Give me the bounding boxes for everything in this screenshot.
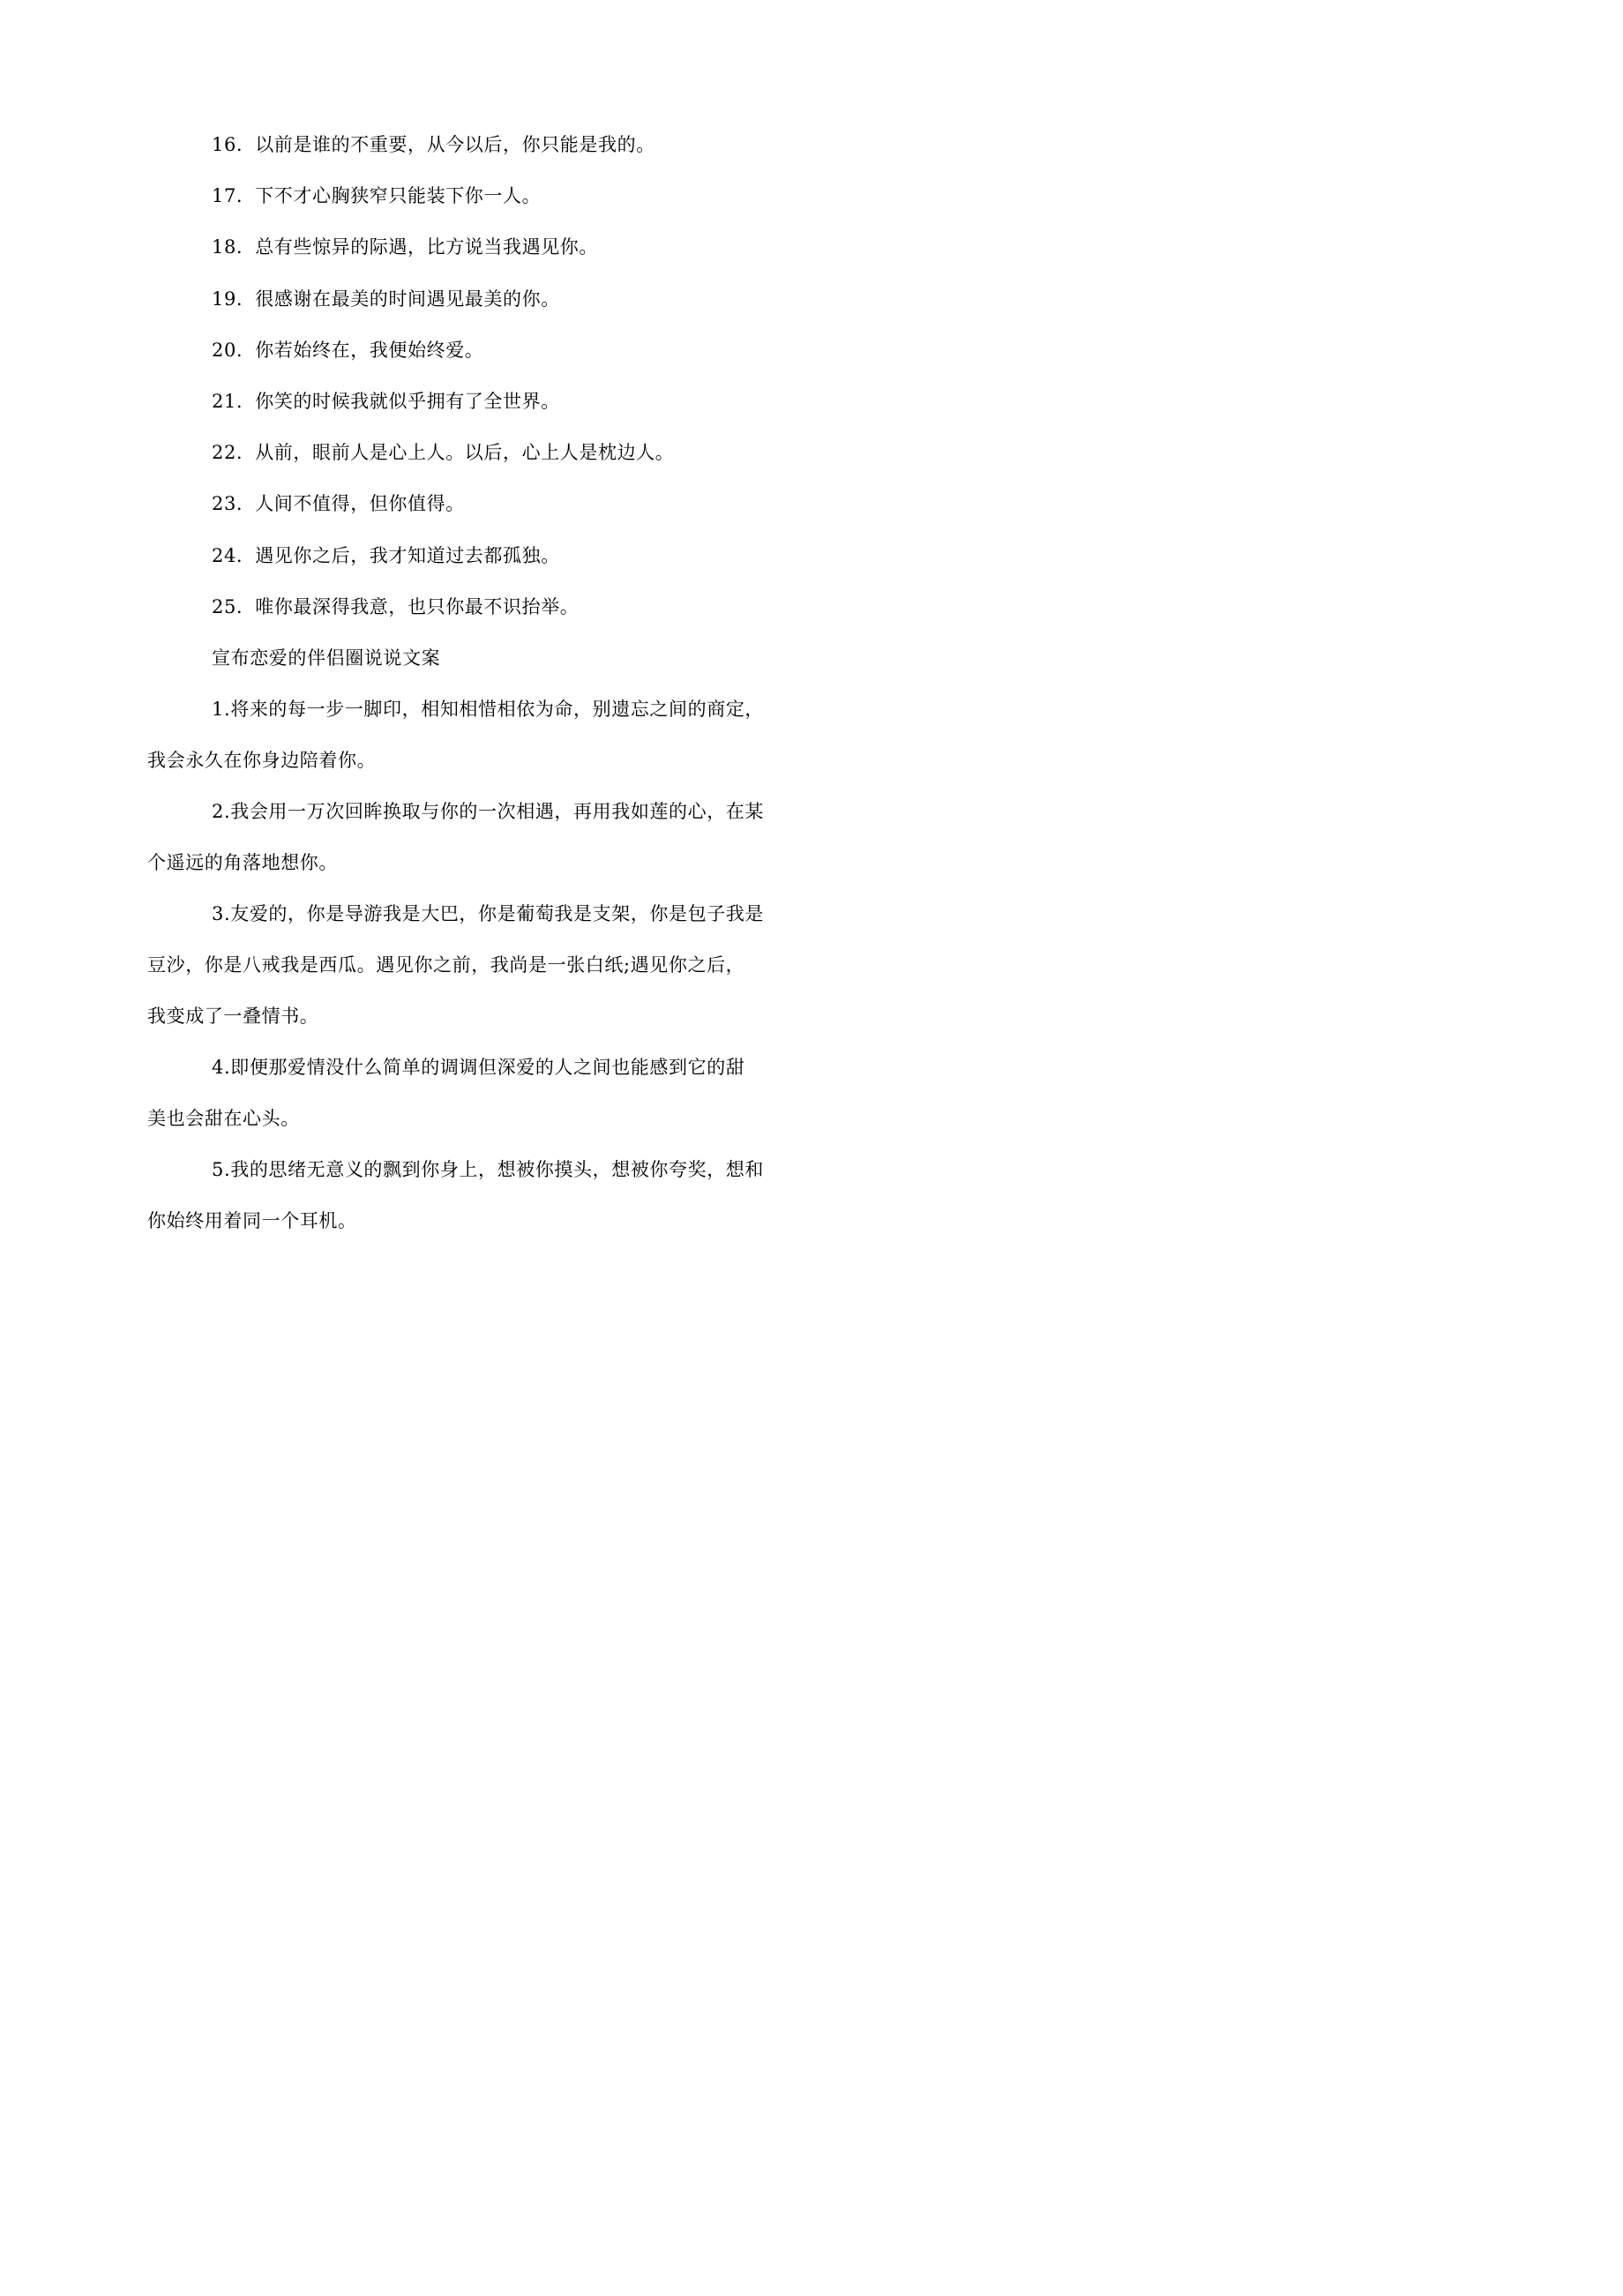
list-item — [212, 235, 598, 259]
list-item-text: 很感谢在最美的时间遇见最美的你。 — [255, 288, 560, 310]
paragraph-line: 2.我会用一万次回眸换取与你的一次相遇，再用我如莲的心，在某 — [212, 801, 765, 822]
paragraph-line: 我会永久在你身边陪着你。 — [147, 750, 377, 771]
paragraph-line: 3.友爱的，你是导游我是大巴，你是葡萄我是支架，你是包子我是 — [212, 903, 765, 924]
paragraph-line: 个遥远的角落地想你。 — [147, 852, 338, 873]
list-item-text: 下不才心胸狭窄只能装下你一人。 — [255, 185, 542, 206]
list-item — [212, 338, 483, 363]
list-item — [212, 183, 541, 208]
paragraph-line: 美也会甜在心头。 — [147, 1108, 300, 1129]
list-item — [212, 389, 560, 414]
list-item-text: 以前是谁的不重要，从今以后，你只能是我的。 — [255, 134, 655, 155]
section-heading: 宣布恋爱的伴侣圈说说文案 — [212, 647, 441, 669]
list-item-number: 19. — [212, 288, 243, 310]
paragraph-line: 5.我的思绪无意义的飘到你身上，想被你摸头，想被你夸奖，想和 — [212, 1159, 765, 1180]
paragraph-line: 豆沙，你是八戒我是西瓜。遇见你之前，我尚是一张白纸;遇见你之后， — [147, 954, 745, 976]
list-item — [212, 440, 674, 465]
list-item — [212, 543, 560, 568]
list-item-number: 16. — [212, 134, 243, 155]
list-item-number: 21. — [212, 391, 243, 412]
list-item-text: 你笑的时候我就似乎拥有了全世界。 — [255, 391, 560, 412]
list-item — [212, 287, 560, 311]
list-item-number: 18. — [212, 236, 243, 258]
document-page — [0, 0, 970, 1372]
paragraph-line: 4.即便那爱情没什么简单的调调但深爱的人之间也能感到它的甜 — [212, 1057, 745, 1078]
list-item-text: 遇见你之后，我才知道过去都孤独。 — [255, 545, 560, 566]
list-item-number: 25. — [212, 596, 243, 617]
paragraph-line: 我变成了一叠情书。 — [147, 1006, 319, 1027]
paragraph-line: 你始终用着同一个耳机。 — [147, 1210, 357, 1231]
list-item — [212, 491, 465, 516]
list-item — [212, 132, 655, 157]
list-item — [212, 595, 579, 619]
list-item-text: 总有些惊异的际遇，比方说当我遇见你。 — [255, 236, 599, 258]
list-item-text: 唯你最深得我意，也只你最不识抬举。 — [255, 596, 580, 617]
list-item-text: 你若始终在，我便始终爱。 — [255, 340, 484, 361]
list-item-text: 人间不值得，但你值得。 — [255, 493, 465, 514]
list-item-number: 20. — [212, 340, 243, 361]
list-item-number: 17. — [212, 185, 243, 206]
list-item-number: 22. — [212, 442, 243, 463]
list-item-number: 24. — [212, 545, 243, 566]
list-item-text: 从前，眼前人是心上人。以后，心上人是枕边人。 — [255, 442, 675, 463]
paragraph-line: 1.将来的每一步一脚印，相知相惜相依为命，别遗忘之间的商定， — [212, 699, 765, 720]
list-item-number: 23. — [212, 493, 243, 514]
